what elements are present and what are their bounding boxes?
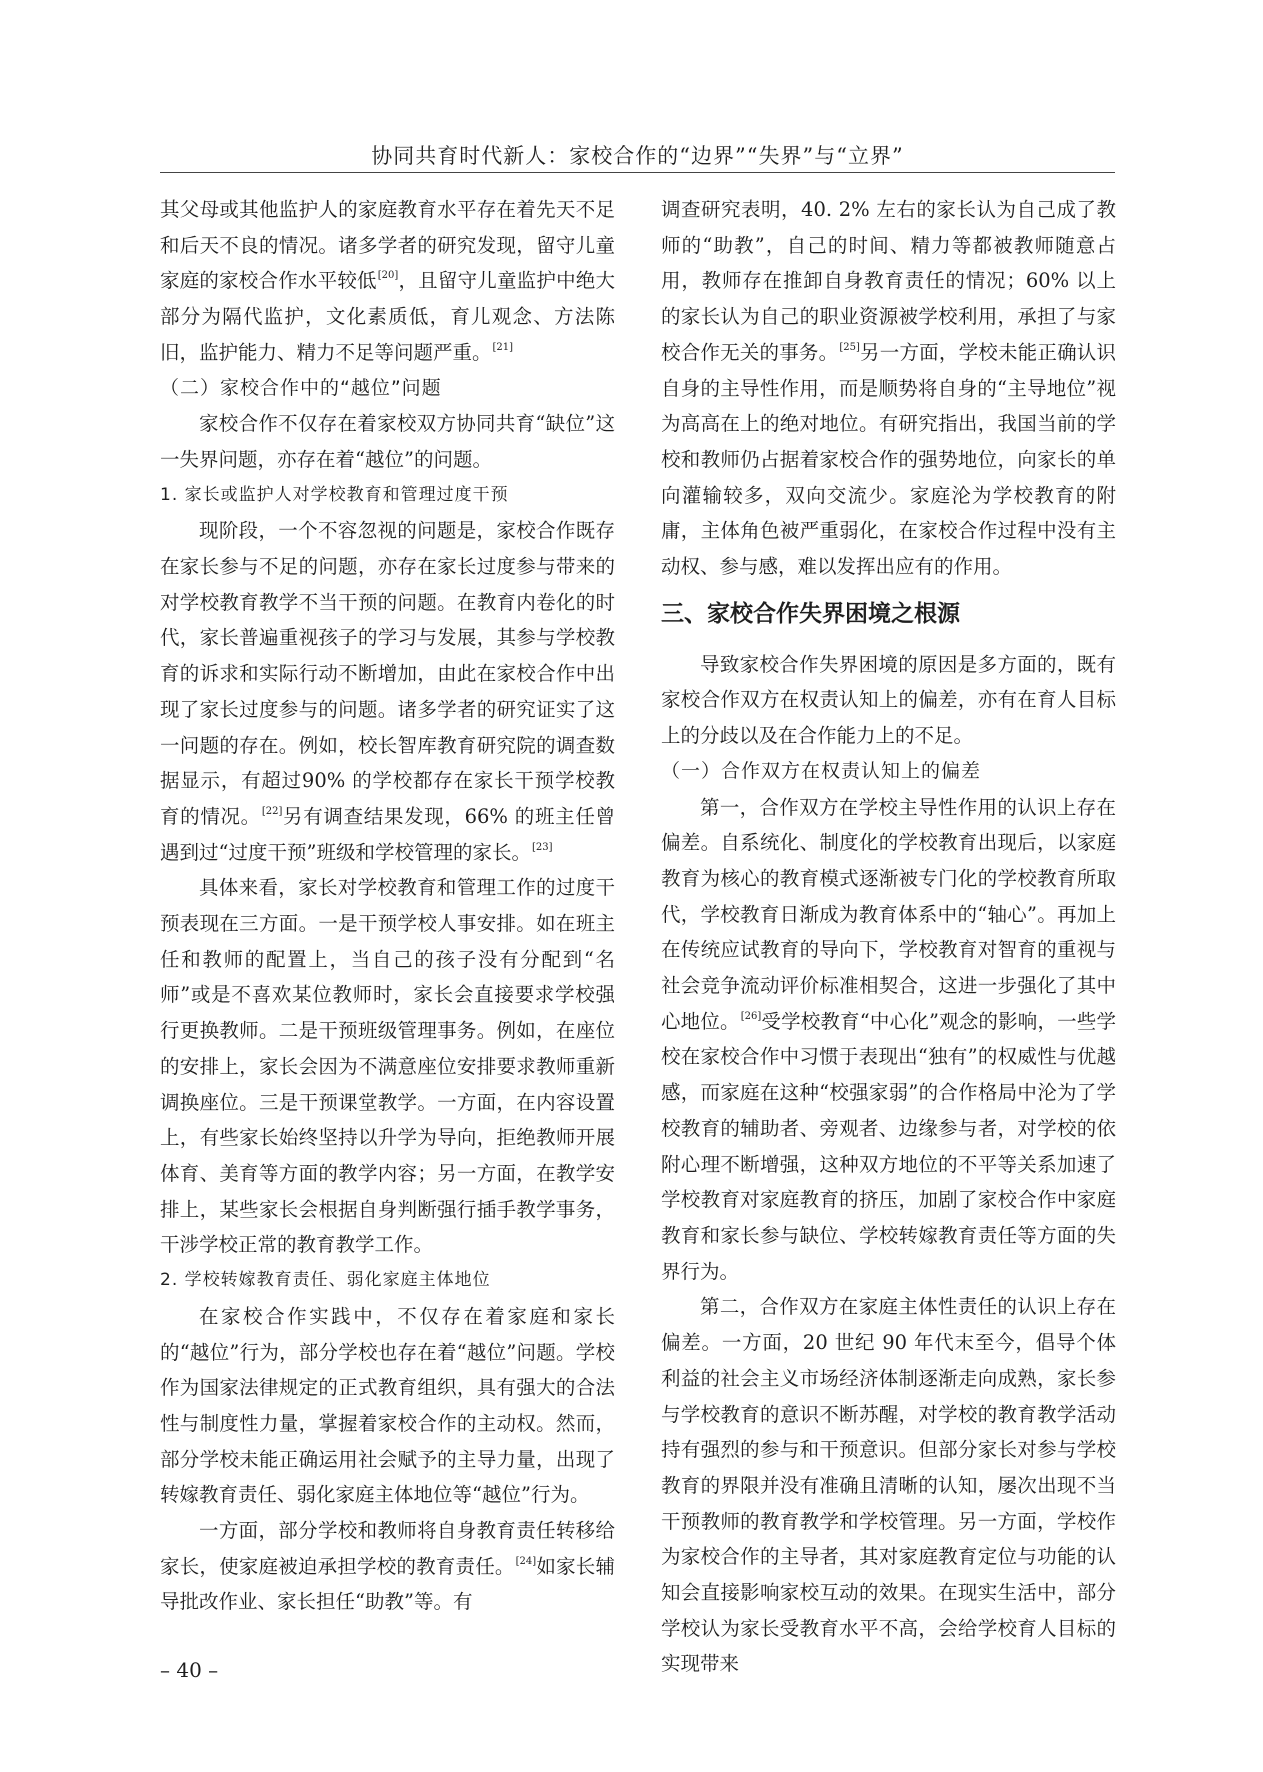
paragraph: 现阶段，一个不容忽视的问题是，家校合作既存在家长参与不足的问题，亦存在家长过度参与带来的对学校教育教学不当干预的问题。在教育内卷化的时代，家长普遍重视孩子的学习与发展，其参与学校教育的诉求和实际行动不断增加，由此在家校合作中出现了家长过度参与的问题。诸多学者的研究证实了这一问题的存在。例如，校长智库教育研究院的调查数据显示，有超过90% 的学校都存在家长干预学校教育的情况。[22]另有调查结果发现，66% 的班主任曾遇到过“过度干预”班级和学校管理的家长。[23] [160,519,615,864]
citation-ref: [23] [531,841,553,853]
subheading-school-shift-responsibility: 2. 学校转嫁教育责任、弱化家庭主体地位 [160,1270,491,1291]
paragraph: 家校合作不仅存在着家校双方协同共育“缺位”这一失界问题，亦存在着“越位”的问题。 [160,412,615,471]
paragraph: 调查研究表明，40. 2% 左右的家长认为自己成了教师的“助教”，自己的时间、精力等都被教师随意占用，教师存在推卸自身教育责任的情况；60% 以上的家长认为自己的职业资源被学校利用，承担了与家校合作无关的事务。[25]另一方面，学校未能正确认识自身的主导性作用，而是顺势将自身的“主导地位”视为高高在上的绝对地位。有研究指出，我国当前的学校和教师仍占据着家校合作的强势地位，向家长的单向灌输较多，双向交流少。家庭沦为学校教育的附庸，主体角色被严重弱化，在家校合作过程中没有主动权、参与感，难以发挥出应有的作用。 [661,198,1116,579]
subsection-heading-overstep: （二）家校合作中的“越位”问题 [160,376,442,399]
paragraph: 具体来看，家长对学校教育和管理工作的过度干预表现在三方面。一是干预学校人事安排。如在班主任和教师的配置上，当自己的孩子没有分配到“名师”或是不喜欢某位教师时，家长会直接要求学校强行更换教师。二是干预班级管理事务。例如，在座位的安排上，家长会因为不满意座位安排要求教师重新调换座位。三是干预课堂教学。一方面，在内容设置上，有些家长始终坚持以升学为导向，拒绝教师开展体育、美育等方面的教学内容；另一方面，在教学安排上，某些家长会根据自身判断强行插手教学事务，干涉学校正常的教育教学工作。 [160,876,615,1257]
subsection-heading-bias: （一）合作双方在权责认知上的偏差 [661,759,982,782]
citation-ref: [26] [740,1010,762,1022]
citation-ref: [20] [377,270,399,282]
citation-ref: [22] [261,805,283,817]
citation-ref: [25] [839,341,860,353]
paragraph: 其父母或其他监护人的家庭教育水平存在着先天不足和后天不良的情况。诸多学者的研究发现，留守儿童家庭的家校合作水平较低[20]，且留守儿童监护中绝大部分为隔代监护，文化素质低，育儿观念、方法陈旧，监护能力、精力不足等问题严重。[21] [160,198,615,364]
running-title: 协同共育时代新人：家校合作的“边界”“失界”与“立界” [371,144,904,168]
page-number: – 40 – [160,1658,219,1682]
subheading-parent-interference: 1. 家长或监护人对学校教育和管理过度干预 [160,484,509,505]
paragraph: 第一，合作双方在学校主导性作用的认识上存在偏差。自系统化、制度化的学校教育出现后，以家庭教育为核心的教育模式逐渐被专门化的学校教育所取代，学校教育日渐成为教育体系中的“轴心”。再加上在传统应试教育的导向下，学校教育对智育的重视与社会竞争流动评价标准相契合，这进一步强化了其中心地位。[26]受学校教育“中心化”观念的影响，一些学校在家校合作中习惯于表现出“独有”的权威性与优越感，而家庭在这种“校强家弱”的合作格局中沦为了学校教育的辅助者、旁观者、边缘参与者，对学校的依附心理不断增强，这种双方地位的不平等关系加速了学校教育对家庭教育的挤压，加剧了家校合作中家庭教育和家长参与缺位、学校转嫁教育责任等方面的失界行为。 [661,795,1116,1283]
citation-ref: [24] [515,1555,537,1567]
citation-ref: [21] [492,341,514,353]
right-column [661,192,1116,1682]
paragraph: 一方面，部分学校和教师将自身教育责任转移给家长，使家庭被迫承担学校的教育责任。[24]如家长辅导批改作业、家长担任“助教”等。有 [160,1519,615,1614]
left-column [160,192,615,1620]
running-header [160,140,1115,173]
paragraph: 在家校合作实践中，不仅存在着家庭和家长的“越位”行为，部分学校也存在着“越位”问题。学校作为国家法律规定的正式教育组织，具有强大的合法性与制度性力量，掌握着家校合作的主动权。然而，部分学校未能正确运用社会赋予的主导力量，出现了转嫁教育责任、弱化家庭主体地位等“越位”行为。 [160,1304,615,1507]
paragraph: 第二，合作双方在家庭主体性责任的认识上存在偏差。一方面，20 世纪 90 年代末至今，倡导个体利益的社会主义市场经济体制逐渐走向成熟，家长参与学校教育的意识不断苏醒，对学校的教育教学活动持有强烈的参与和干预意识。但部分家长对参与学校教育的界限并没有准确且清晰的认知，屡次出现不当干预教师的教育教学和学校管理。另一方面，学校作为家校合作的主导者，其对家庭教育定位与功能的认知会直接影响家校互动的效果。在现实生活中，部分学校认为家长受教育水平不高，会给学校育人目标的实现带来 [661,1295,1116,1676]
section-heading-roots: 三、家校合作失界困境之根源 [661,600,960,627]
paragraph: 导致家校合作失界困境的原因是多方面的，既有家校合作双方在权责认知上的偏差，亦有在育人目标上的分歧以及在合作能力上的不足。 [661,652,1116,748]
